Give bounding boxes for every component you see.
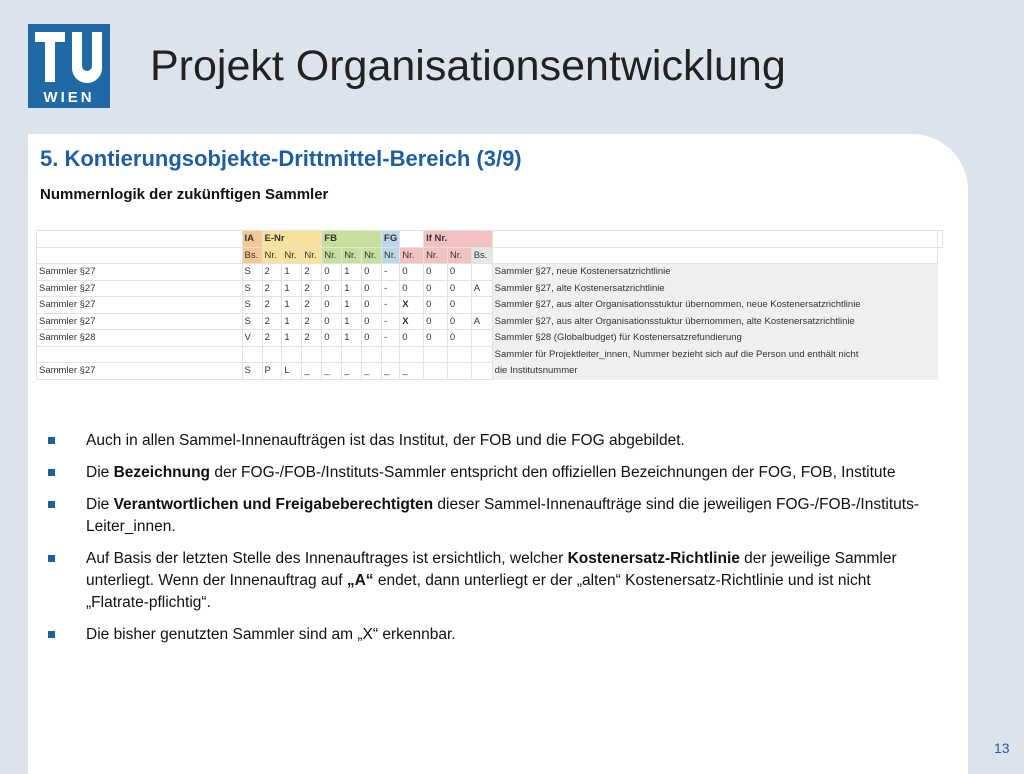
table-subheader-desc [492, 247, 937, 264]
table-row [37, 330, 943, 347]
bullet-text-bold: Verantwortlichen und Freigabeberechtigten [113, 496, 434, 513]
table-cell: 2 [262, 280, 282, 297]
table-cell [471, 346, 492, 363]
bullet-text: endet, dann unterliegt er der „alten“ Kostenersatz-Richtlinie und ist nicht „Flatrate-pflichtig“. [86, 572, 871, 611]
table-cell: 0 [424, 330, 448, 347]
table-cell: 0 [447, 330, 471, 347]
bullet-text-bold: „A“ [346, 572, 374, 589]
bullet-list [46, 430, 926, 656]
table-cell: 2 [262, 297, 282, 314]
table-cell: 0 [447, 280, 471, 297]
square-bullet-icon [48, 437, 55, 444]
table-cell: 0 [362, 264, 382, 281]
table-row-description: Sammler §27, aus alter Organisationsstuktur übernommen, neue Kostenersatzrichtlinie [492, 297, 937, 314]
table-cell: 0 [362, 313, 382, 330]
table-cell [471, 363, 492, 380]
table-cell: 1 [342, 313, 362, 330]
table-cell: 1 [282, 330, 302, 347]
table-row-label [37, 346, 243, 363]
table-cell [362, 346, 382, 363]
table-cell: 1 [282, 313, 302, 330]
table-cell [471, 297, 492, 314]
content-panel [28, 134, 968, 774]
table-group-header: IA [242, 231, 262, 248]
table-cell [242, 346, 262, 363]
table-cell: 0 [447, 264, 471, 281]
table-subheader-cell: Nr. [322, 247, 342, 264]
table-cell: - [382, 280, 400, 297]
square-bullet-icon [48, 501, 55, 508]
table-cell: 2 [302, 264, 322, 281]
table-cell: 0 [362, 297, 382, 314]
slide-title: Projekt Organisationsentwicklung [150, 42, 786, 90]
table-row [37, 363, 943, 380]
bullet-item [46, 624, 926, 646]
table-cell: 2 [302, 313, 322, 330]
table-cell: 0 [424, 264, 448, 281]
bullet-text-bold: Bezeichnung [113, 464, 211, 481]
numbering-table-body [37, 231, 943, 380]
table-cell [424, 346, 448, 363]
table-row [37, 313, 943, 330]
table-row [37, 264, 943, 281]
table-cell: 2 [262, 330, 282, 347]
table-cell [302, 346, 322, 363]
table-group-header: E-Nr [262, 231, 322, 248]
table-cell [382, 346, 400, 363]
table-cell: V [242, 330, 262, 347]
table-row-label: Sammler §27 [37, 264, 243, 281]
table-cell: _ [400, 363, 424, 380]
table-cell: 1 [282, 297, 302, 314]
bullet-text: der jeweilige Sammler unterliegt. Wenn der Innenauftrag auf [86, 550, 897, 589]
table-cell [447, 363, 471, 380]
table-cell [322, 346, 342, 363]
numbering-table-image [36, 230, 943, 380]
table-subheader-cell: Nr. [400, 247, 424, 264]
table-header-desc [938, 231, 943, 248]
table-cell [471, 330, 492, 347]
table-cell: S [242, 297, 262, 314]
table-cell [400, 346, 424, 363]
bullet-text: Auch in allen Sammel-Innenaufträgen ist das Institut, der FOB und die FOG abgebildet. [86, 432, 685, 449]
numbering-table [36, 230, 943, 380]
table-row-label: Sammler §27 [37, 313, 243, 330]
table-row-label: Sammler §27 [37, 297, 243, 314]
table-row-description: Sammler §27, aus alter Organisationsstuktur übernommen, alte Kostenersatzrichtlinie [492, 313, 937, 330]
table-cell: 0 [322, 264, 342, 281]
table-cell: S [242, 363, 262, 380]
square-bullet-icon [48, 631, 55, 638]
table-row [37, 346, 943, 363]
table-cell: A [471, 280, 492, 297]
table-row-label: Sammler §27 [37, 280, 243, 297]
table-cell: 0 [447, 297, 471, 314]
bullet-text: Die bisher genutzten Sammler sind am „X“ erkennbar. [86, 626, 456, 643]
table-subheader-cell: Nr. [424, 247, 448, 264]
table-cell: 2 [262, 264, 282, 281]
table-cell: - [382, 330, 400, 347]
table-cell: _ [322, 363, 342, 380]
table-cell [262, 346, 282, 363]
table-subheader-cell: Nr. [382, 247, 400, 264]
bullet-item [46, 494, 926, 538]
table-row-description: die Institutsnummer [492, 363, 937, 380]
square-bullet-icon [48, 469, 55, 476]
table-cell: S [242, 264, 262, 281]
bullet-text: der FOG-/FOB-/Instituts-Sammler entspricht den offiziellen Bezeichnungen der FOG, FOB, Institute [210, 464, 896, 481]
table-subheader-cell: Nr. [342, 247, 362, 264]
table-cell [471, 264, 492, 281]
table-cell: S [242, 313, 262, 330]
table-group-header: FB [322, 231, 382, 248]
table-cell: 2 [302, 280, 322, 297]
bullet-item [46, 548, 926, 614]
table-subheader-cell: Nr. [262, 247, 282, 264]
table-cell: - [382, 297, 400, 314]
table-cell: 2 [302, 330, 322, 347]
table-cell: 0 [424, 313, 448, 330]
table-cell: - [382, 264, 400, 281]
table-group-header: lf Nr. [424, 231, 493, 248]
table-cell: 1 [342, 297, 362, 314]
table-cell: 1 [342, 330, 362, 347]
table-cell: 0 [400, 330, 424, 347]
tu-wien-logo [28, 24, 110, 108]
bullet-text: dieser Sammel-Innenaufträge sind die jeweiligen FOG-/FOB-/Instituts-Leiter_innen. [86, 496, 919, 535]
logo-wien-text: WIEN [43, 89, 95, 106]
table-cell: 0 [322, 313, 342, 330]
table-cell [424, 363, 448, 380]
table-header-empty [37, 231, 243, 248]
table-cell: 2 [262, 313, 282, 330]
table-subheader-cell: Nr. [302, 247, 322, 264]
table-header-sep [400, 231, 424, 248]
table-cell: P [262, 363, 282, 380]
bullet-item [46, 430, 926, 452]
table-cell: 0 [362, 280, 382, 297]
table-row-label: Sammler §28 [37, 330, 243, 347]
table-cell: _ [362, 363, 382, 380]
bullet-text: Auf Basis der letzten Stelle des Innenauftrages ist ersichtlich, welcher [86, 550, 568, 567]
bullet-item [46, 462, 926, 484]
table-cell [282, 346, 302, 363]
table-cell: 1 [282, 280, 302, 297]
table-header-row [37, 231, 943, 248]
table-cell: 0 [447, 313, 471, 330]
table-subheader-cell: Bs. [242, 247, 262, 264]
table-cell: _ [302, 363, 322, 380]
table-cell: 0 [424, 280, 448, 297]
table-row-label: Sammler §27 [37, 363, 243, 380]
table-cell: 0 [400, 264, 424, 281]
table-subheader-row [37, 247, 943, 264]
table-subheader-cell: Nr. [447, 247, 471, 264]
table-cell: 0 [322, 330, 342, 347]
table-cell: 1 [342, 264, 362, 281]
table-cell: A [471, 313, 492, 330]
table-row [37, 280, 943, 297]
table-subheader-cell: Bs. [471, 247, 492, 264]
table-row-description: Sammler §27, alte Kostenersatzrichtlinie [492, 280, 937, 297]
table-group-header: FG [382, 231, 400, 248]
table-cell: 0 [362, 330, 382, 347]
table-row [37, 297, 943, 314]
table-cell [447, 346, 471, 363]
table-cell: L [282, 363, 302, 380]
tu-wien-logo-graphic [28, 24, 110, 108]
table-cell: _ [382, 363, 400, 380]
bullet-text: Die [86, 464, 114, 481]
table-subheader-cell: Nr. [362, 247, 382, 264]
table-cell: 0 [322, 297, 342, 314]
table-subheader-cell: Nr. [282, 247, 302, 264]
table-cell: 1 [282, 264, 302, 281]
table-cell: X [400, 297, 424, 314]
square-bullet-icon [48, 555, 55, 562]
table-cell: 0 [322, 280, 342, 297]
table-cell: 1 [342, 280, 362, 297]
table-subheader-empty [37, 247, 243, 264]
table-cell: 2 [302, 297, 322, 314]
section-heading: 5. Kontierungsobjekte-Drittmittel-Bereich (3/9) [40, 146, 522, 171]
table-row-description: Sammler für Projektleiter_innen, Nummer bezieht sich auf die Person und enthält nicht [492, 346, 937, 363]
table-cell: 0 [400, 280, 424, 297]
table-cell: S [242, 280, 262, 297]
section-subheading: Nummernlogik der zukünftigen Sammler [40, 186, 329, 203]
bullet-text-bold: Kostenersatz-Richtlinie [567, 550, 740, 567]
table-cell: _ [342, 363, 362, 380]
page-number: 13 [994, 740, 1010, 756]
table-cell: 0 [424, 297, 448, 314]
table-header-bs [492, 231, 937, 248]
table-cell: X [400, 313, 424, 330]
table-cell [342, 346, 362, 363]
bullet-text: Die [86, 496, 114, 513]
table-row-description: Sammler §27, neue Kostenersatzrichtlinie [492, 264, 937, 281]
table-cell: - [382, 313, 400, 330]
table-row-description: Sammler §28 (Globalbudget) für Kostenersatzrefundierung [492, 330, 937, 347]
